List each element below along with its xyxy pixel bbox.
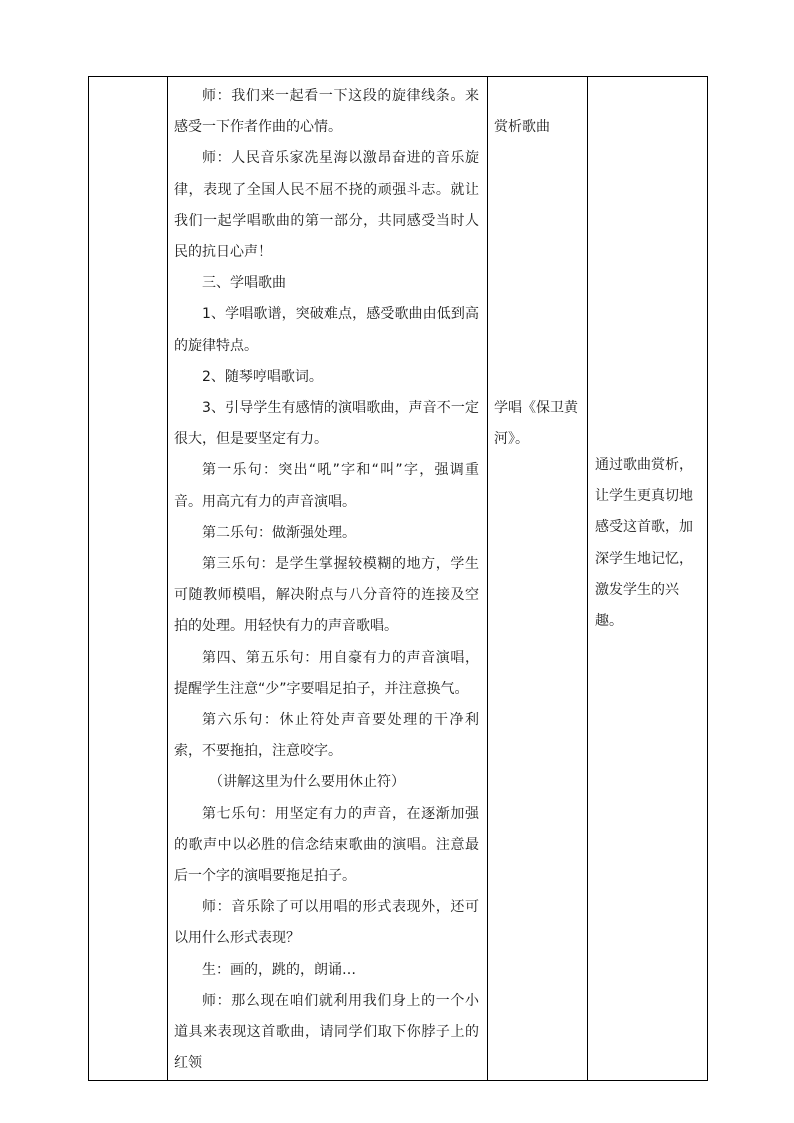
design-intent-text: 通过歌曲赏析，让学生更真切地感受这首歌，加深学生地记忆，激发学生的兴趣。: [595, 457, 693, 630]
paragraph: 师：人民音乐家冼星海以激昂奋进的音乐旋律，表现了全国人民不屈不挠的顽强斗志。就让我们一起学唱歌曲的第一部分，共同感受当时人民的抗日心声！: [174, 150, 479, 261]
student-activity-cell: [488, 77, 588, 1081]
paragraph: 第三乐句：是学生掌握较模糊的地方，学生可随教师模唱，解决附点与八分音符的连接及空拍的处理。用轻快有力的声音歌唱。: [174, 556, 479, 635]
teaching-process-cell: [168, 77, 488, 1081]
paragraph: 师：那么现在咱们就利用我们身上的一个小道具来表现这首歌曲，请同学们取下你脖子上的红领: [174, 992, 479, 1072]
table-row: [89, 77, 708, 1081]
paragraph: 第二乐句：做渐强处理。: [202, 524, 356, 541]
paragraph: 1、学唱歌谱，突破难点，感受歌曲由低到高的旋律特点。: [174, 306, 479, 354]
paragraph: （讲解这里为什么要用休止符）: [209, 774, 405, 791]
stage-cell: [89, 77, 168, 1081]
activity-learn-song: 学唱《保卫黄河》。: [494, 400, 578, 448]
paragraph: 2、随琴哼唱歌词。: [202, 368, 323, 385]
paragraph: 第四、第五乐句：用自豪有力的声音演唱，提醒学生注意“少”字要唱足拍子，并注意换气。: [174, 649, 479, 697]
paragraph: 3、引导学生有感情的演唱歌曲，声音不一定很大，但是要坚定有力。: [174, 400, 479, 448]
lesson-plan-table: [88, 76, 708, 1081]
design-intent-cell: [588, 77, 708, 1081]
paragraph: 三、学唱歌曲: [202, 275, 286, 292]
activity-appreciate: 赏析歌曲: [494, 119, 550, 135]
paragraph: 生：画的，跳的，朗诵…: [202, 961, 356, 978]
paragraph: 第六乐句：休止符处声音要处理的干净利索，不要拖拍，注意咬字。: [174, 712, 479, 760]
paragraph: 第一乐句：突出“吼”字和“叫”字，强调重音。用高亢有力的声音演唱。: [174, 462, 479, 510]
paragraph: 师：我们来一起看一下这段的旋律线条。来感受一下作者作曲的心情。: [174, 88, 479, 136]
paragraph: 师：音乐除了可以用唱的形式表现外，还可以用什么形式表现？: [174, 899, 479, 947]
paragraph: 第七乐句：用坚定有力的声音，在逐渐加强的歌声中以必胜的信念结束歌曲的演唱。注意最后一个字的演唱要拖足拍子。: [174, 805, 479, 885]
teaching-process-text: [168, 77, 487, 1080]
